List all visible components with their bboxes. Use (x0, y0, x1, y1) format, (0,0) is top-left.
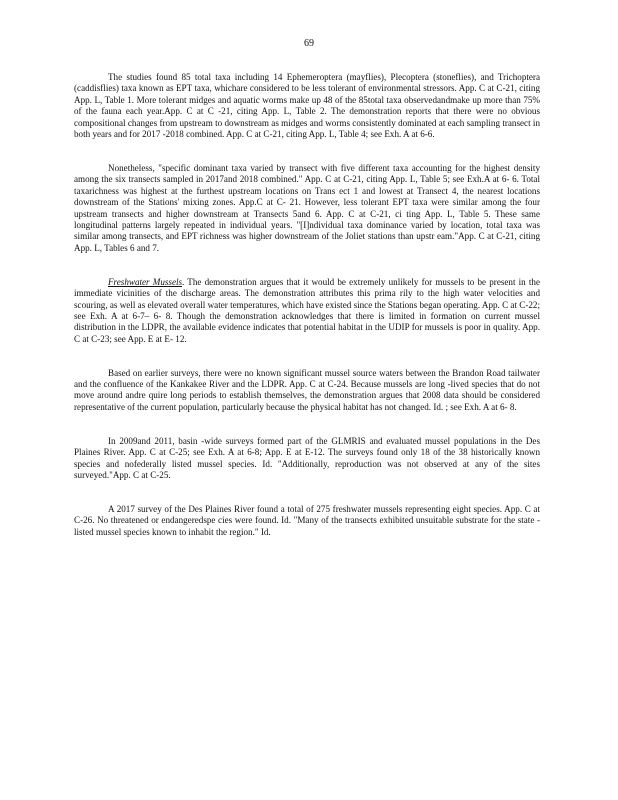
paragraph-freshwater-mussels (74, 277, 540, 345)
paragraph-earlier-surveys: Based on earlier surveys, there were no known significant mussel source waters between the Brandon Road tailwater and the confluence of the Kankakee River and the LDPR. App. C at C-24. Because mussels are long -lived species that do not move around andre quire long periods to establish themselves, the demonstration argues that 2008 data should be considered representative of the current population, particularly because the physical habitat has not changed. Id. ; see Exh. A at 6- 8. (74, 367, 540, 412)
paragraph-text: . The demonstration argues that it would be extremely unlikely for mussels to be present in the immediate vicinities of the discharge areas. The demonstration attributes this prima rily to the high water velocities and scouring, as well as elevated overall water temperatures, which have existed since the Stations began operating. App. C at C-22; see Exh. A at 6-7– 6- 8. Though the demonstration acknowledges that there is limited in formation on current mussel distribution in the LDPR, the available evidence indicates that potential habitat in the UDIP for mussels is poor in quality. App. C at C-23; see App. E at E- 12. (74, 276, 540, 344)
paragraph-basin-surveys: In 2009and 2011, basin -wide surveys formed part of the GLMRIS and evaluated mussel populations in the Des Plaines River. App. C at C-25; see Exh. A at 6-8; App. E at E-12. The surveys found only 18 of the 38 historically known species and nofederally listed mussel species. Id. "Additionally, reproduction was not observed at any of the sites surveyed."App. C at C-25. (74, 435, 540, 480)
paragraph-dominant-taxa: Nonetheless, "specific dominant taxa varied by transect with five different taxa accounting for the highest density among the six transects sampled in 2017and 2018 combined." App. C at C-21, citing App. L, Table 5; see Exh.A at 6- 6. Total taxarichness was highest at the furthest upstream locations on Trans ect 1 and lowest at Transect 4, the nearest locations downstream of the Stations' mixing zones. App.C at C- 21. However, less tolerant EPT taxa were similar among the four upstream transects and higher downstream at Transects 5and 6. App. C at C-21, ci ting App. L, Table 5. These same longitudinal patterns largely repeated in individual years. "[I]ndividual taxa dominance varied by location, total taxa was similar among transects, and EPT richness was higher downstream of the Joliet stations than upstr eam."App. C at C-21, citing App. L, Tables 6 and 7. (74, 162, 540, 253)
page-number: 69 (304, 38, 314, 49)
section-heading-freshwater-mussels: Freshwater Mussels (108, 276, 183, 287)
paragraph-2017-survey: A 2017 survey of the Des Plaines River found a total of 275 freshwater mussels representing eight species. App. C at C-26. No threatened or endangeredspe cies were found. Id. "Many of the transects exhibited unsuitable substrate for the state -listed mussel species known to inhabit the region." Id. (74, 503, 540, 537)
paragraph-ept-taxa: The studies found 85 total taxa including 14 Ephemeroptera (mayflies), Plecoptera (stoneflies), and Trichoptera (caddisflies) taxa known as EPT taxa, whichare considered to be less tolerant of environmental stressors. App. C at C-21, citing App. L, Table 1. More tolerant midges and aquatic worms make up 48 of the 85total taxa observedandmake up more than 75% of the fauna each year.App. C at C -21, citing App. L, Table 2. The demonstration reports that there were no obvious compositional changes from upstream to downstream as midges and worms consistently dominated at each sampling transect in both years and for 2017 -2018 combined. App. C at C-21, citing App. L, Table 4; see Exh. A at 6-6. (74, 72, 540, 140)
document-body (74, 72, 540, 561)
